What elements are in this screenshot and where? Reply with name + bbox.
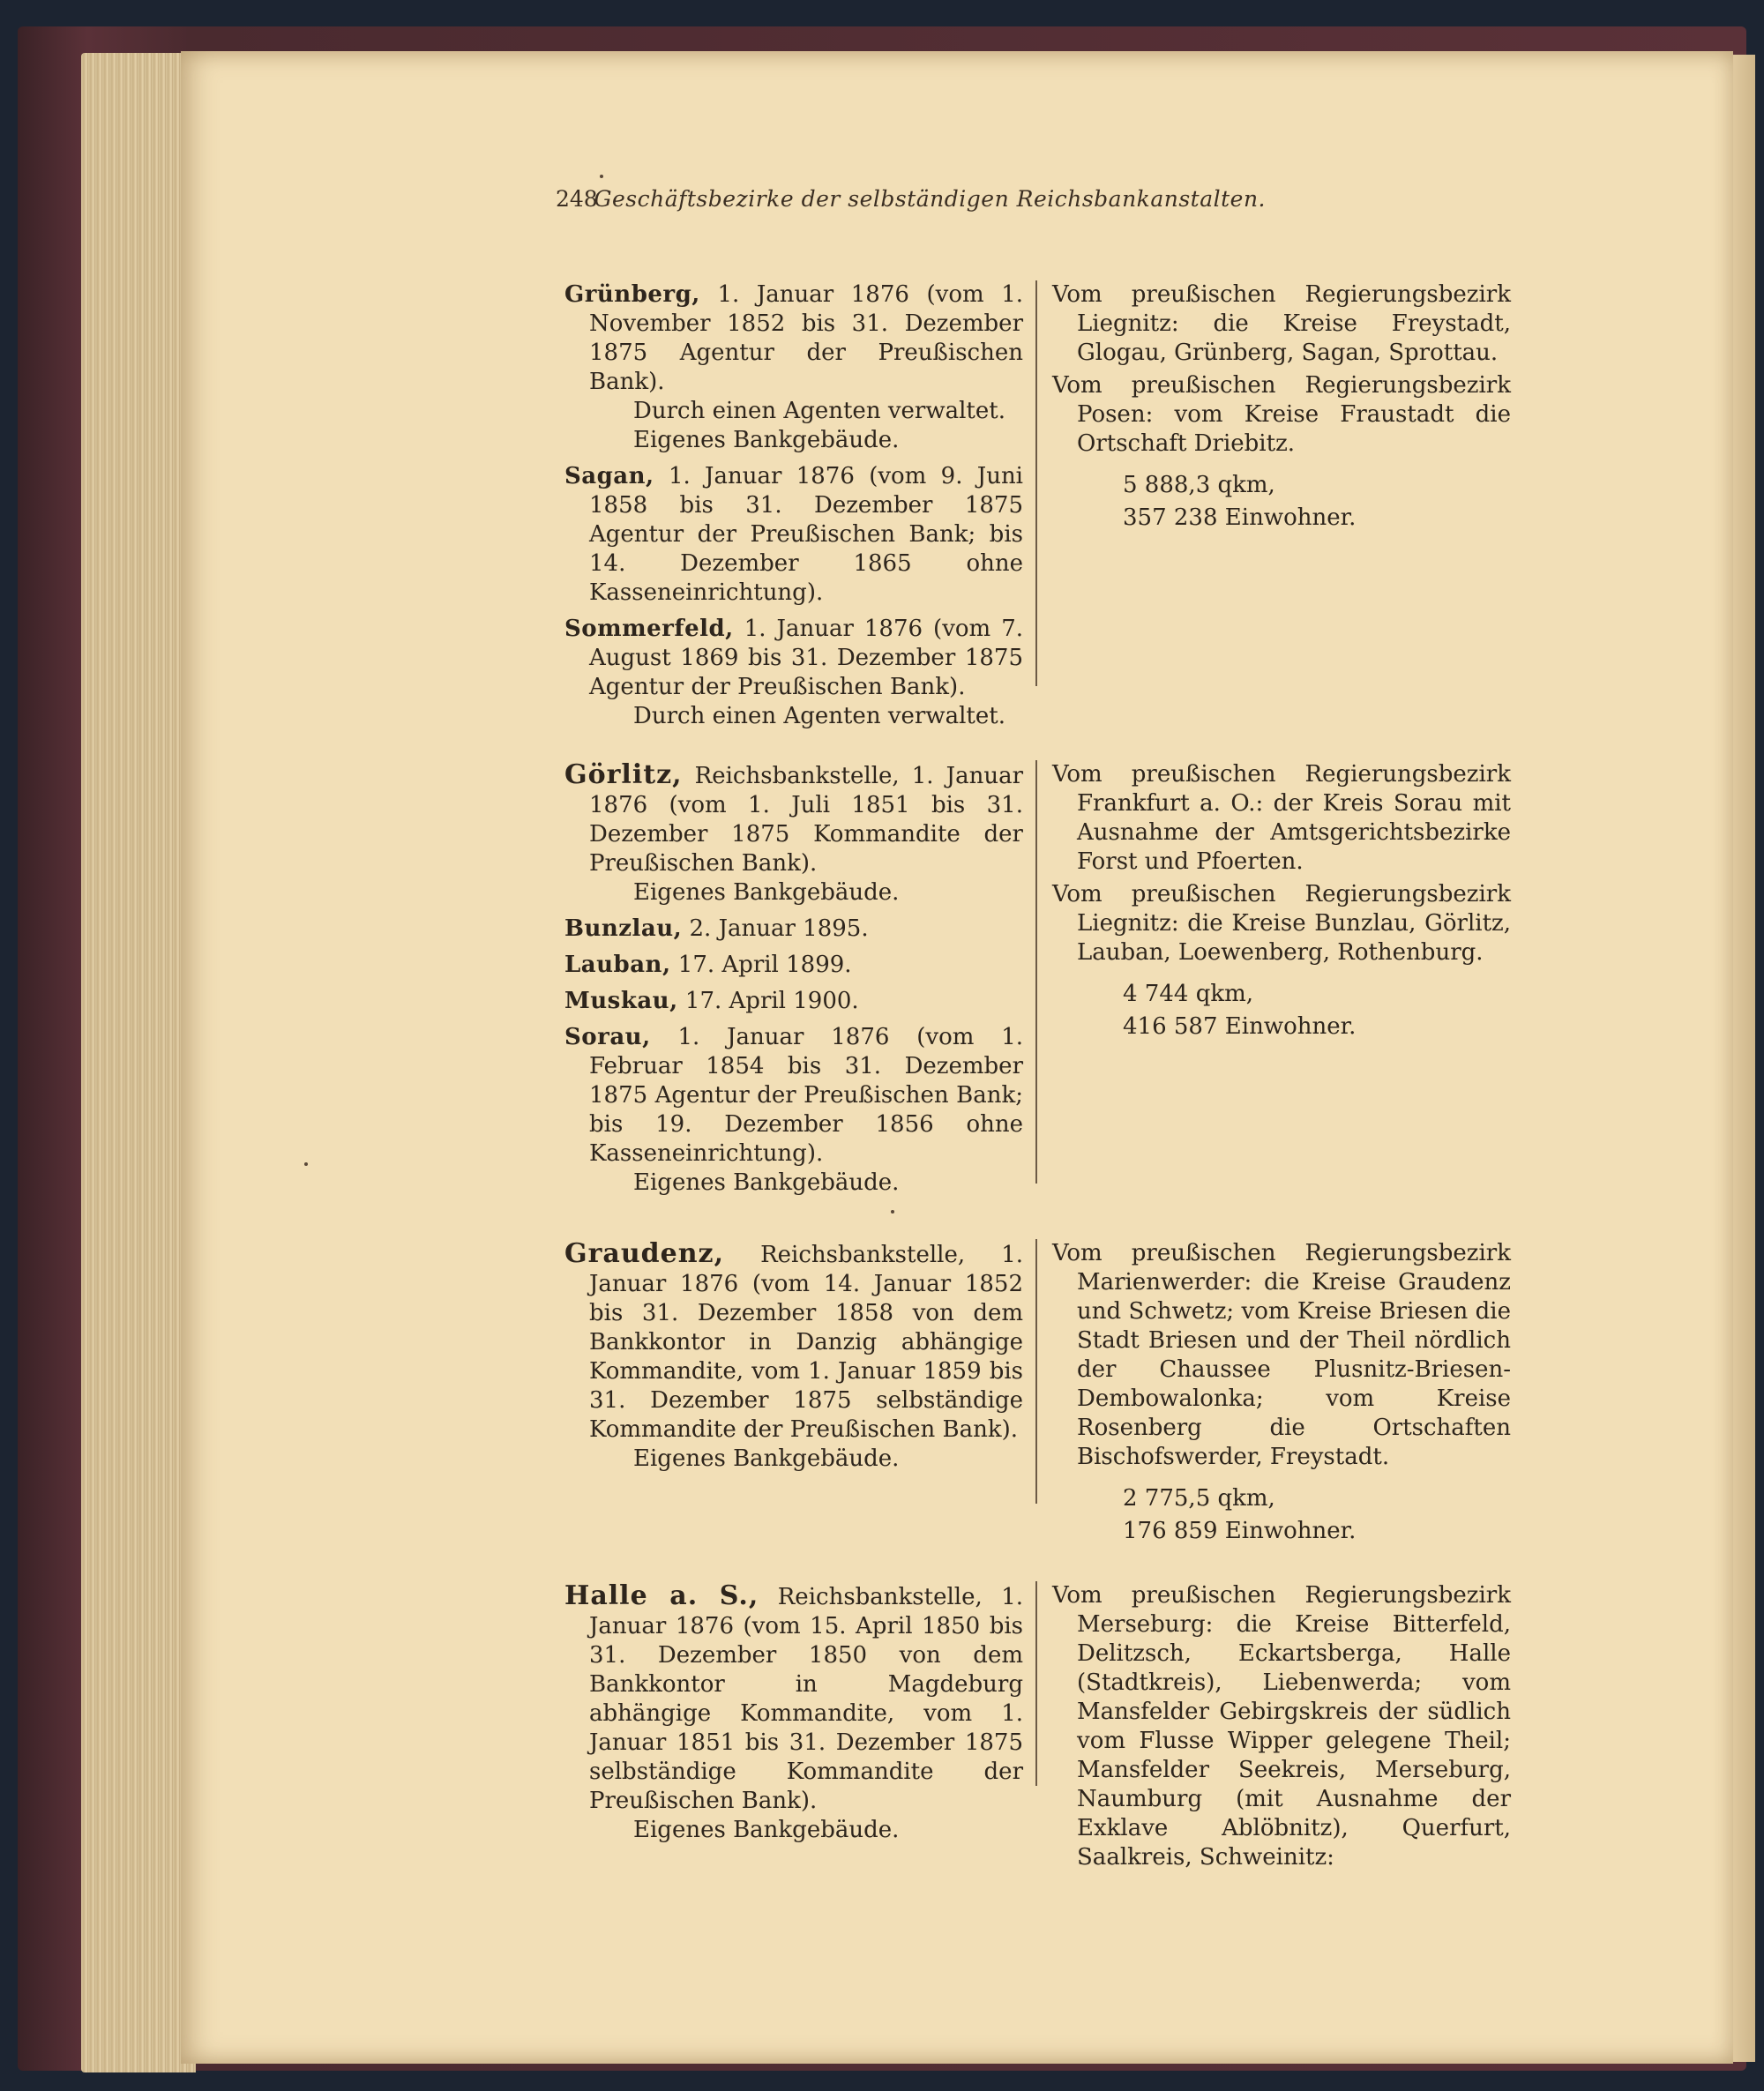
region-paragraph: Vom preußischen Regierungsbezirk Frankfurt a. O.: der Kreis Sorau mit Ausnahme der Amtsgerichtsbezirke Forst und Pfoerten. xyxy=(1052,761,1511,875)
entry-sommerfeld xyxy=(564,615,1023,731)
population-value: 416 587 Einwohner. xyxy=(1123,1013,1357,1040)
entry-name: Görlitz, xyxy=(564,759,683,790)
section-2-left xyxy=(564,760,1023,1205)
column-divider xyxy=(1035,1239,1037,1504)
entry-text: 1. Januar 1876 (vom 7. August 1869 bis 31. Dezember 1875 Agentur der Preußischen Bank). xyxy=(589,616,1024,700)
entry-halle xyxy=(564,1581,1023,1845)
entry-note: Durch einen Agenten verwaltet. xyxy=(633,703,1005,729)
section-4-left xyxy=(564,1581,1023,1852)
section-4-right xyxy=(1052,1581,1511,1876)
entry-name: Lauban, xyxy=(564,952,671,978)
entry-note: Eigenes Bankgebäude. xyxy=(633,1817,900,1843)
column-divider xyxy=(1035,1581,1037,1786)
section-3-right xyxy=(1052,1239,1511,1550)
entry-text: Reichsbankstelle, 1. Januar 1876 (vom 14. Januar 1852 bis 31. Dezember 1858 von dem Bankkontor in Danzig abhängige Kommandite, vom 1. Januar 1859 bis 31. Dezember 1875 selbständige Kommandite der Preußischen Bank). xyxy=(589,1242,1023,1443)
section-2-right xyxy=(1052,760,1511,1045)
page-number: 248 xyxy=(556,186,598,212)
entry-text: 1. Januar 1876 (vom 1. Februar 1854 bis 31. Dezember 1875 Agentur der Preußischen Bank; bis 19. Dezember 1856 ohne Kasseneinrichtung). xyxy=(589,1024,1024,1167)
entry-note: Eigenes Bankgebäude. xyxy=(633,1169,900,1196)
entry-name: Graudenz, xyxy=(564,1238,725,1269)
entry-name: Grünberg, xyxy=(564,281,700,308)
entry-sorau xyxy=(564,1023,1023,1198)
region-paragraph: Vom preußischen Regierungsbezirk Liegnitz: die Kreise Bunzlau, Görlitz, Lauban, Loewenberg, Rothenburg. xyxy=(1052,881,1511,966)
entry-name: Bunzlau, xyxy=(564,915,683,942)
entry-name: Sagan, xyxy=(564,463,654,489)
entry-name: Muskau, xyxy=(564,988,678,1014)
entry-text: Reichsbankstelle, 1. Januar 1876 (vom 15. April 1850 bis 31. Dezember 1850 von dem Bankkontor in Magdeburg abhängige Kommandite, vom 1. Januar 1851 bis 31. Dezember 1875 selbständige Kommandite der Preußischen Bank). xyxy=(589,1584,1024,1814)
region-paragraph: Vom preußischen Regierungsbezirk Liegnitz: die Kreise Freystadt, Glogau, Grünberg, Sagan, Sprottau. xyxy=(1052,281,1511,366)
entry-muskau xyxy=(564,987,1023,1016)
region-paragraph: Vom preußischen Regierungsbezirk Marienwerder: die Kreise Graudenz und Schwetz; vom Kreise Briesen die Stadt Briesen und der Theil nördlich der Chaussee Plusnitz-Briesen-Dembowalonka; vom Kreise Rosenberg die Ortschaften Bischofswerder, Freystadt. xyxy=(1052,1240,1511,1470)
entry-text: 17. April 1900. xyxy=(684,988,859,1014)
region-paragraph: Vom preußischen Regierungsbezirk Merseburg: die Kreise Bitterfeld, Delitzsch, Eckartsberga, Halle (Stadtkreis), Liebenwerda; vom Mansfelder Gebirgskreis der südlich vom Flusse Wipper gelegene Theil; Mansfelder Seekreis, Merseburg, Naumburg (mit Ausnahme der Exklave Ablöbnitz), Querfurt, Saalkreis, Schweinitz: xyxy=(1052,1582,1511,1871)
population-value: 176 859 Einwohner. xyxy=(1123,1518,1357,1544)
entry-note: Eigenes Bankgebäude. xyxy=(633,427,900,453)
entry-text: 1. Januar 1876 (vom 9. Juni 1858 bis 31. Dezember 1875 Agentur der Preußischen Bank; bis 14. Dezember 1865 ohne Kasseneinrichtung). xyxy=(589,463,1024,606)
running-title: Geschäftsbezirke der selbständigen Reichsbankanstalten. xyxy=(594,186,1266,212)
entry-graudenz xyxy=(564,1239,1023,1474)
population-value: 357 238 Einwohner. xyxy=(1123,504,1357,531)
page-stack xyxy=(81,53,196,2072)
section-1-left xyxy=(564,280,1023,738)
column-divider xyxy=(1035,280,1037,686)
region-paragraph: Vom preußischen Regierungsbezirk Posen: vom Kreise Fraustadt die Ortschaft Driebitz. xyxy=(1052,372,1511,457)
section-1-right xyxy=(1052,280,1511,536)
paper-speck xyxy=(304,1162,308,1166)
section-3-left xyxy=(564,1239,1023,1481)
paper-speck xyxy=(891,1210,894,1214)
entry-text: 17. April 1899. xyxy=(677,952,852,978)
entry-sagan xyxy=(564,462,1023,608)
paper-speck xyxy=(600,175,603,178)
entry-gruenberg xyxy=(564,280,1023,455)
entry-bunzlau xyxy=(564,915,1023,944)
entry-note: Eigenes Bankgebäude. xyxy=(633,879,900,906)
entry-text: 2. Januar 1895. xyxy=(689,915,869,942)
entry-note: Durch einen Agenten verwaltet. xyxy=(633,398,1005,424)
entry-text: 1. Januar 1876 (vom 1. November 1852 bis 31. Dezember 1875 Agentur der Preußischen Bank). xyxy=(589,281,1024,395)
page-header xyxy=(556,181,1266,216)
column-divider xyxy=(1035,760,1037,1184)
entry-note: Eigenes Bankgebäude. xyxy=(633,1445,900,1472)
entry-goerlitz xyxy=(564,760,1023,907)
area-value: 2 775,5 qkm, xyxy=(1123,1485,1275,1512)
area-value: 5 888,3 qkm, xyxy=(1123,472,1275,498)
area-value: 4 744 qkm, xyxy=(1123,981,1254,1007)
entry-name: Halle a. S., xyxy=(564,1580,759,1611)
entry-name: Sorau, xyxy=(564,1024,651,1050)
entry-lauban xyxy=(564,951,1023,980)
entry-name: Sommerfeld, xyxy=(564,616,734,642)
entry-text: Reichsbankstelle, 1. Januar 1876 (vom 1. Juli 1851 bis 31. Dezember 1875 Kommandite der Preußischen Bank). xyxy=(589,763,1023,877)
